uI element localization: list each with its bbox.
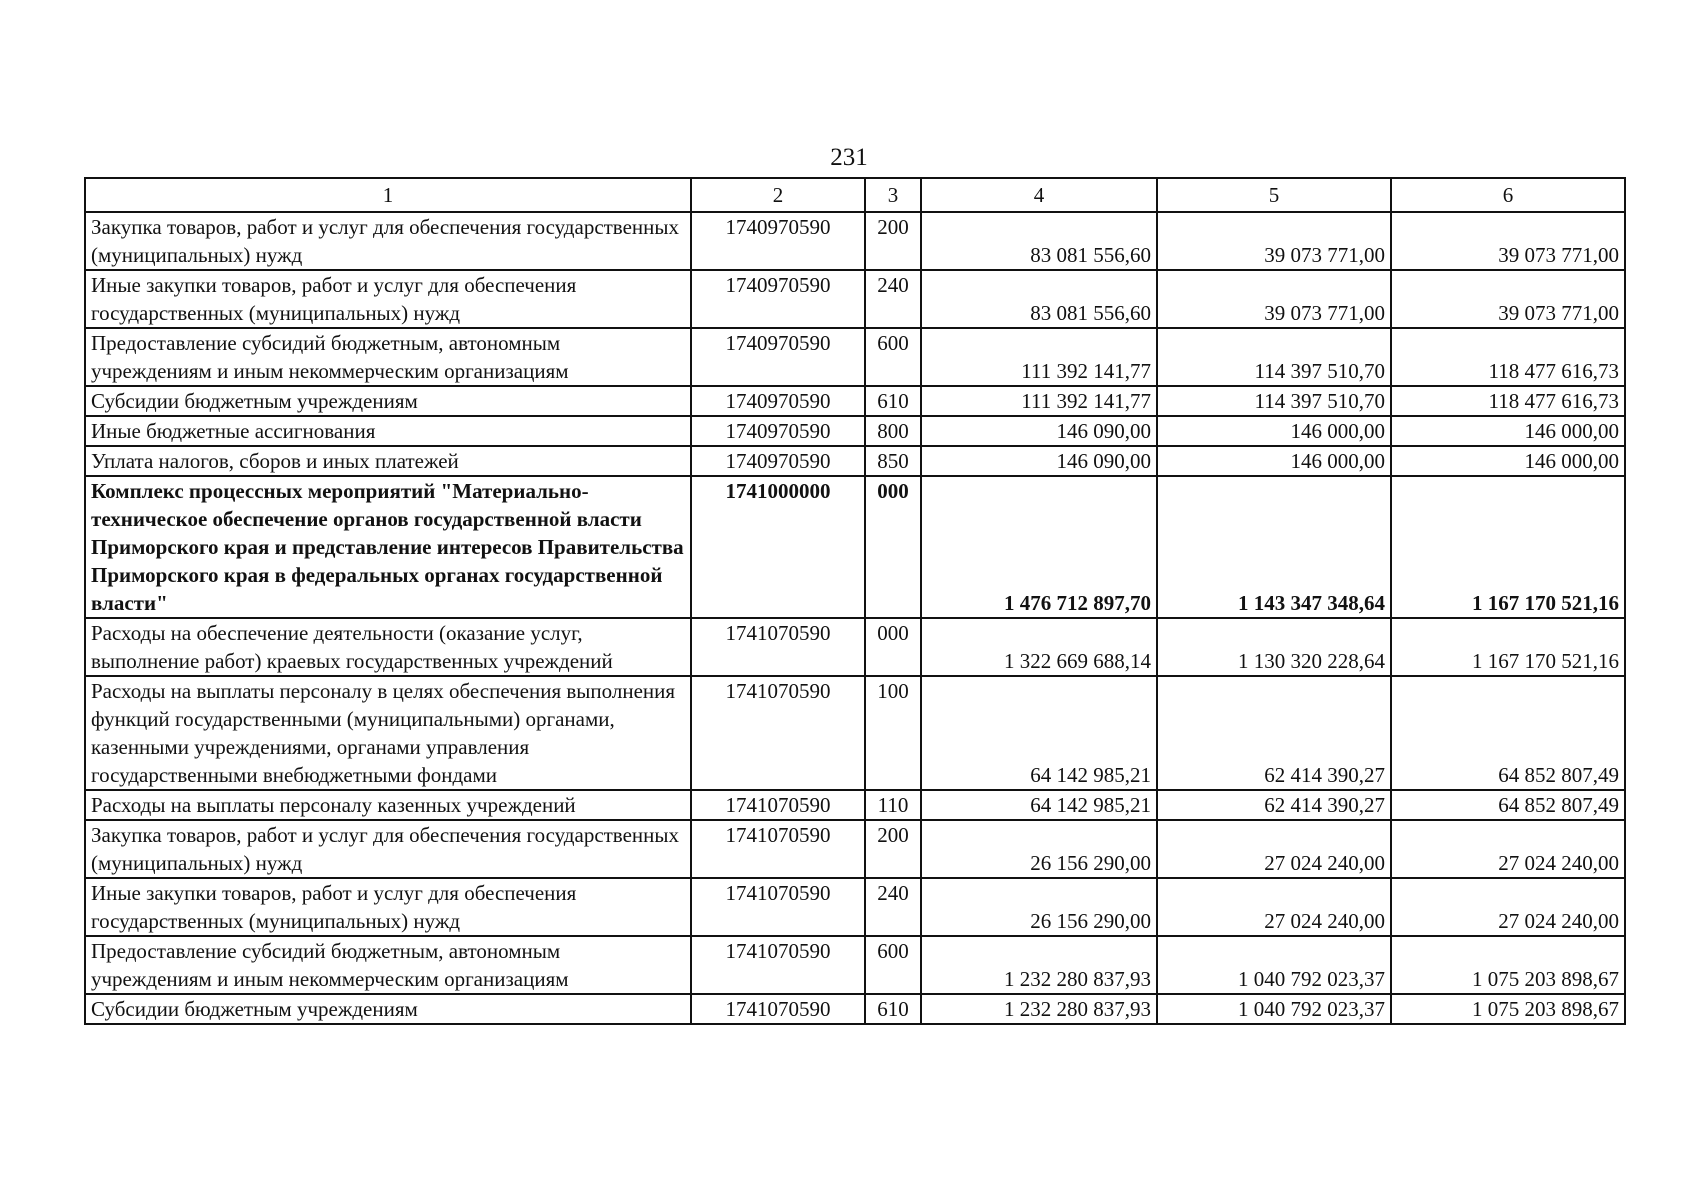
row-value-col5: 27 024 240,00 bbox=[1157, 820, 1391, 878]
row-name-cell: Субсидии бюджетным учреждениям bbox=[85, 994, 691, 1024]
row-value-col4: 64 142 985,21 bbox=[921, 790, 1157, 820]
row-value-col4: 26 156 290,00 bbox=[921, 820, 1157, 878]
row-value-col5: 1 143 347 348,64 bbox=[1157, 476, 1391, 618]
table-row bbox=[85, 878, 1625, 936]
row-value-col5: 146 000,00 bbox=[1157, 446, 1391, 476]
row-value-col6: 64 852 807,49 bbox=[1391, 676, 1625, 790]
row-code-cell: 1741070590 bbox=[691, 676, 865, 790]
row-code-cell: 1741070590 bbox=[691, 820, 865, 878]
row-code-cell: 1740970590 bbox=[691, 328, 865, 386]
row-code-cell: 1741070590 bbox=[691, 994, 865, 1024]
header-cell: 6 bbox=[1391, 178, 1625, 212]
table-row bbox=[85, 416, 1625, 446]
row-value-col4: 26 156 290,00 bbox=[921, 878, 1157, 936]
row-value-col6: 1 167 170 521,16 bbox=[1391, 476, 1625, 618]
table-row bbox=[85, 446, 1625, 476]
row-value-col4: 111 392 141,77 bbox=[921, 386, 1157, 416]
row-value-col5: 146 000,00 bbox=[1157, 416, 1391, 446]
row-name-cell: Уплата налогов, сборов и иных платежей bbox=[85, 446, 691, 476]
table-row bbox=[85, 476, 1625, 618]
row-value-col4: 146 090,00 bbox=[921, 446, 1157, 476]
table-row bbox=[85, 936, 1625, 994]
row-value-col4: 1 322 669 688,14 bbox=[921, 618, 1157, 676]
row-value-col5: 62 414 390,27 bbox=[1157, 676, 1391, 790]
row-value-col5: 1 130 320 228,64 bbox=[1157, 618, 1391, 676]
row-code-cell: 1741070590 bbox=[691, 878, 865, 936]
row-value-col5: 39 073 771,00 bbox=[1157, 212, 1391, 270]
row-value-col4: 1 232 280 837,93 bbox=[921, 936, 1157, 994]
table-row bbox=[85, 676, 1625, 790]
row-value-col5: 39 073 771,00 bbox=[1157, 270, 1391, 328]
table-row bbox=[85, 790, 1625, 820]
table-row bbox=[85, 212, 1625, 270]
row-value-col4: 111 392 141,77 bbox=[921, 328, 1157, 386]
table-row bbox=[85, 820, 1625, 878]
row-value-col5: 62 414 390,27 bbox=[1157, 790, 1391, 820]
row-value-col6: 64 852 807,49 bbox=[1391, 790, 1625, 820]
row-code-cell: 1741070590 bbox=[691, 936, 865, 994]
row-type-cell: 600 bbox=[865, 328, 921, 386]
row-value-col6: 118 477 616,73 bbox=[1391, 328, 1625, 386]
row-value-col6: 1 075 203 898,67 bbox=[1391, 936, 1625, 994]
row-type-cell: 610 bbox=[865, 386, 921, 416]
header-row bbox=[85, 178, 1625, 212]
row-type-cell: 200 bbox=[865, 212, 921, 270]
row-value-col4: 1 476 712 897,70 bbox=[921, 476, 1157, 618]
row-name-cell: Субсидии бюджетным учреждениям bbox=[85, 386, 691, 416]
row-name-cell: Предоставление субсидий бюджетным, автономным учреждениям и иным некоммерческим организациям bbox=[85, 936, 691, 994]
row-value-col5: 114 397 510,70 bbox=[1157, 386, 1391, 416]
header-cell: 5 bbox=[1157, 178, 1391, 212]
row-value-col6: 146 000,00 bbox=[1391, 416, 1625, 446]
header-cell: 2 bbox=[691, 178, 865, 212]
row-type-cell: 800 bbox=[865, 416, 921, 446]
row-code-cell: 1740970590 bbox=[691, 446, 865, 476]
row-type-cell: 000 bbox=[865, 618, 921, 676]
row-name-cell: Закупка товаров, работ и услуг для обеспечения государственных (муниципальных) нужд bbox=[85, 820, 691, 878]
row-value-col4: 1 232 280 837,93 bbox=[921, 994, 1157, 1024]
row-type-cell: 200 bbox=[865, 820, 921, 878]
table-row bbox=[85, 270, 1625, 328]
row-name-cell: Закупка товаров, работ и услуг для обеспечения государственных (муниципальных) нужд bbox=[85, 212, 691, 270]
row-type-cell: 600 bbox=[865, 936, 921, 994]
row-code-cell: 1740970590 bbox=[691, 386, 865, 416]
row-value-col6: 1 075 203 898,67 bbox=[1391, 994, 1625, 1024]
row-type-cell: 240 bbox=[865, 270, 921, 328]
row-code-cell: 1740970590 bbox=[691, 416, 865, 446]
row-code-cell: 1741070590 bbox=[691, 618, 865, 676]
row-value-col4: 83 081 556,60 bbox=[921, 270, 1157, 328]
row-type-cell: 850 bbox=[865, 446, 921, 476]
table-row bbox=[85, 618, 1625, 676]
row-name-cell: Иные закупки товаров, работ и услуг для обеспечения государственных (муниципальных) нужд bbox=[85, 270, 691, 328]
row-type-cell: 110 bbox=[865, 790, 921, 820]
row-code-cell: 1741000000 bbox=[691, 476, 865, 618]
row-value-col5: 27 024 240,00 bbox=[1157, 878, 1391, 936]
row-name-cell: Расходы на выплаты персоналу в целях обеспечения выполнения функций государственными (муниципальными) органами, казенными учреждениями, органами управления государственными внебюджетными фондами bbox=[85, 676, 691, 790]
row-value-col6: 1 167 170 521,16 bbox=[1391, 618, 1625, 676]
row-value-col6: 39 073 771,00 bbox=[1391, 212, 1625, 270]
row-value-col6: 146 000,00 bbox=[1391, 446, 1625, 476]
table-row bbox=[85, 386, 1625, 416]
row-value-col4: 64 142 985,21 bbox=[921, 676, 1157, 790]
row-code-cell: 1741070590 bbox=[691, 790, 865, 820]
row-value-col6: 27 024 240,00 bbox=[1391, 820, 1625, 878]
row-code-cell: 1740970590 bbox=[691, 270, 865, 328]
row-type-cell: 100 bbox=[865, 676, 921, 790]
row-type-cell: 000 bbox=[865, 476, 921, 618]
row-name-cell: Расходы на обеспечение деятельности (оказание услуг, выполнение работ) краевых государственных учреждений bbox=[85, 618, 691, 676]
row-value-col5: 114 397 510,70 bbox=[1157, 328, 1391, 386]
row-value-col4: 146 090,00 bbox=[921, 416, 1157, 446]
row-type-cell: 610 bbox=[865, 994, 921, 1024]
row-value-col5: 1 040 792 023,37 bbox=[1157, 994, 1391, 1024]
row-value-col6: 27 024 240,00 bbox=[1391, 878, 1625, 936]
row-value-col4: 83 081 556,60 bbox=[921, 212, 1157, 270]
row-code-cell: 1740970590 bbox=[691, 212, 865, 270]
row-name-cell: Иные бюджетные ассигнования bbox=[85, 416, 691, 446]
row-name-cell: Иные закупки товаров, работ и услуг для обеспечения государственных (муниципальных) нужд bbox=[85, 878, 691, 936]
table-row bbox=[85, 328, 1625, 386]
header-cell: 4 bbox=[921, 178, 1157, 212]
row-type-cell: 240 bbox=[865, 878, 921, 936]
row-name-cell: Комплекс процессных мероприятий "Материально-техническое обеспечение органов государственной власти Приморского края и представление интересов Правительства Приморского края в федеральных органах государственной власти" bbox=[85, 476, 691, 618]
header-cell: 3 bbox=[865, 178, 921, 212]
table-row bbox=[85, 994, 1625, 1024]
row-value-col6: 39 073 771,00 bbox=[1391, 270, 1625, 328]
row-value-col5: 1 040 792 023,37 bbox=[1157, 936, 1391, 994]
page-number: 231 bbox=[830, 144, 868, 171]
row-name-cell: Предоставление субсидий бюджетным, автономным учреждениям и иным некоммерческим организациям bbox=[85, 328, 691, 386]
row-name-cell: Расходы на выплаты персоналу казенных учреждений bbox=[85, 790, 691, 820]
row-value-col6: 118 477 616,73 bbox=[1391, 386, 1625, 416]
budget-table bbox=[84, 177, 1626, 1025]
header-cell: 1 bbox=[85, 178, 691, 212]
